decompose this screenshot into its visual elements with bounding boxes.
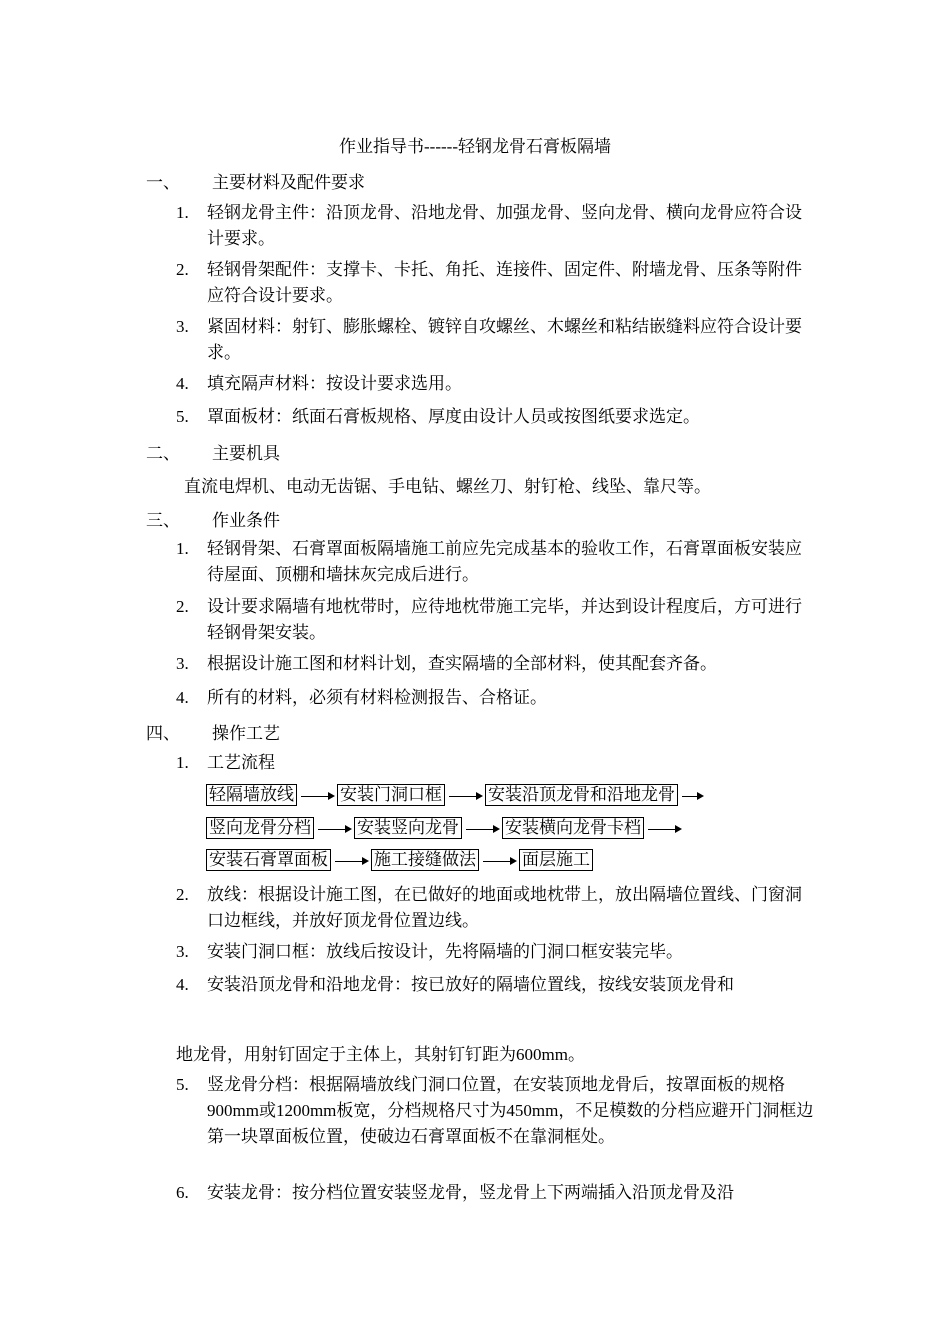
item-text: 轻钢骨架、石膏罩面板隔墙施工前应先完成基本的验收工作，石膏罩面板安装应待屋面、顶棚和墙抹灰完成后进行。 [207, 539, 802, 584]
list-item [176, 371, 816, 397]
flow-step: 轻隔墙放线 [206, 784, 297, 806]
item-text: 安装门洞口框：放线后按设计，先将隔墙的门洞口框安装完毕。 [207, 942, 683, 961]
arrow-right-icon [314, 819, 354, 839]
arrow-right-icon [678, 786, 706, 806]
continuation-text: 地龙骨，用射钉固定于主体上，其射钉钉距为600mm。 [176, 1045, 585, 1064]
list-item [176, 972, 816, 998]
list-item [176, 257, 816, 309]
arrow-right-icon [462, 819, 502, 839]
item-number: 4. [176, 688, 189, 707]
flow-step: 安装沿顶龙骨和沿地龙骨 [485, 784, 678, 806]
item-text: 轻钢骨架配件：支撑卡、卡托、角托、连接件、固定件、附墙龙骨、压条等附件应符合设计要求。 [207, 260, 802, 305]
item-number: 3. [176, 317, 189, 336]
flow-row-1 [206, 784, 706, 808]
section-number: 三、 [146, 511, 180, 530]
item-number: 1. [176, 753, 189, 772]
item-text: 罩面板材：纸面石膏板规格、厚度由设计人员或按图纸要求选定。 [207, 407, 700, 426]
item-number: 5. [176, 407, 189, 426]
item-text: 根据设计施工图和材料计划，查实隔墙的全部材料，使其配套齐备。 [207, 654, 717, 673]
item-text: 轻钢龙骨主件：沿顶龙骨、沿地龙骨、加强龙骨、竖向龙骨、横向龙骨应符合设计要求。 [207, 203, 802, 248]
list-item [176, 536, 816, 588]
list-item [176, 594, 816, 646]
section-title: 操作工艺 [212, 724, 280, 743]
section-heading-2 [146, 439, 280, 464]
section-title: 主要机具 [212, 444, 280, 463]
section-title: 作业条件 [212, 511, 280, 530]
item-number: 2. [176, 597, 189, 616]
item-text: 安装沿顶龙骨和沿地龙骨：按已放好的隔墙位置线，按线安装顶龙骨和 [207, 975, 734, 994]
item-text: 紧固材料：射钉、膨胀螺栓、镀锌自攻螺丝、木螺丝和粘结嵌缝料应符合设计要求。 [207, 317, 802, 362]
item-number: 3. [176, 654, 189, 673]
item-number: 2. [176, 260, 189, 279]
flow-step: 安装横向龙骨卡档 [502, 817, 644, 839]
item-number: 1. [176, 539, 189, 558]
tools-list: 直流电焊机、电动无齿锯、手电钻、螺丝刀、射钉枪、线坠、靠尺等。 [184, 477, 711, 496]
item-number: 5. [176, 1075, 189, 1094]
flow-step: 面层施工 [519, 849, 593, 871]
list-item [176, 404, 816, 430]
item-text: 填充隔声材料：按设计要求选用。 [207, 374, 462, 393]
item-number: 3. [176, 942, 189, 961]
list-item [176, 882, 816, 934]
document-title: 作业指导书------轻钢龙骨石膏板隔墙 [339, 137, 611, 156]
section-heading-1 [146, 168, 365, 193]
flow-step: 安装竖向龙骨 [354, 817, 462, 839]
list-item [176, 1180, 816, 1206]
item-number: 1. [176, 203, 189, 222]
arrow-right-icon [479, 851, 519, 871]
item-number: 2. [176, 885, 189, 904]
list-item [176, 685, 816, 711]
flow-step: 施工接缝做法 [371, 849, 479, 871]
list-item [176, 651, 816, 677]
arrow-right-icon [644, 819, 684, 839]
arrow-right-icon [331, 851, 371, 871]
arrow-right-icon [297, 786, 337, 806]
item-text: 所有的材料，必须有材料检测报告、合格证。 [207, 688, 547, 707]
item-text: 安装龙骨：按分档位置安装竖龙骨，竖龙骨上下两端插入沿顶龙骨及沿 [207, 1183, 734, 1202]
flow-step: 安装门洞口框 [337, 784, 445, 806]
section-number: 四、 [146, 724, 180, 743]
flow-row-2 [206, 817, 684, 841]
item-text: 放线：根据设计施工图，在已做好的地面或地枕带上，放出隔墙位置线、门窗洞口边框线，并放好顶龙骨位置边线。 [207, 885, 802, 930]
item-number: 4. [176, 374, 189, 393]
flow-step: 竖向龙骨分档 [206, 817, 314, 839]
item-text: 竖龙骨分档：根据隔墙放线门洞口位置，在安装顶地龙骨后，按罩面板的规格900mm或1200mm板宽，分档规格尺寸为450mm，不足模数的分档应避开门洞框边第一块罩面板位置，使破边石膏罩面板不在靠洞框处。 [207, 1075, 814, 1146]
item-text: 设计要求隔墙有地枕带时，应待地枕带施工完毕，并达到设计程度后，方可进行轻钢骨架安装。 [207, 597, 802, 642]
flow-row-3 [206, 849, 593, 873]
section-number: 二、 [146, 444, 180, 463]
list-item [176, 939, 816, 965]
section-heading-3 [146, 506, 280, 531]
list-item [176, 750, 816, 776]
section-number: 一、 [146, 173, 180, 192]
list-item [176, 314, 816, 366]
flow-step: 安装石膏罩面板 [206, 849, 331, 871]
arrow-right-icon [445, 786, 485, 806]
item-text: 工艺流程 [207, 753, 275, 772]
item-number: 4. [176, 975, 189, 994]
list-item [176, 1072, 816, 1150]
section-heading-4 [146, 719, 280, 744]
section-title: 主要材料及配件要求 [212, 173, 365, 192]
list-item [176, 200, 816, 252]
item-number: 6. [176, 1183, 189, 1202]
